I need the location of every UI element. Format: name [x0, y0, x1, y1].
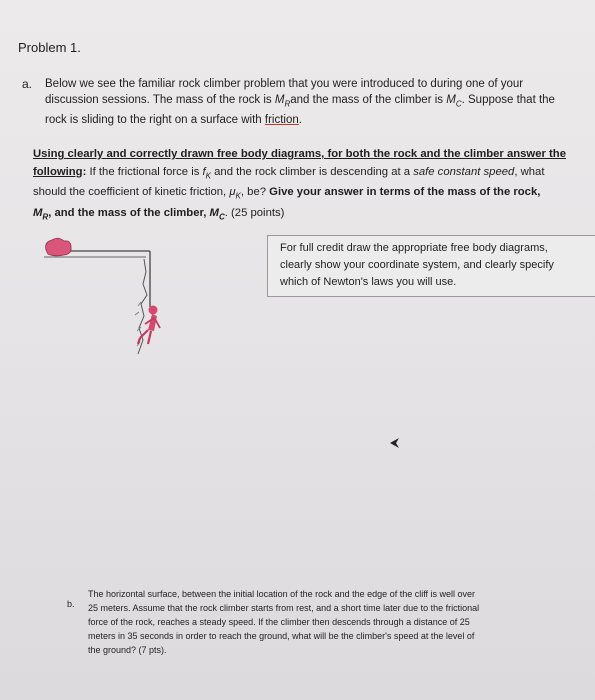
instructions-bold-2: , and the mass of the climber, — [48, 207, 210, 219]
part-a-text — [45, 76, 580, 128]
instructions-line-3 — [33, 184, 578, 205]
instructions-heading-end: following — [33, 165, 83, 178]
instructions-line-1 — [33, 146, 578, 164]
cursor-arrow-icon — [388, 436, 402, 450]
part-a-line-2-end: . Suppose that the — [461, 94, 555, 106]
instructions-colon: : — [82, 165, 87, 178]
instructions-t2: and the rock climber is descending at a — [210, 165, 414, 178]
mr-symbol: M — [33, 207, 43, 219]
instructions-bold-1: Give your answer in terms of the mass of the rock, — [269, 186, 541, 199]
part-a-line-2 — [45, 92, 580, 112]
part-b-line-1: The horizontal surface, between the initial location of the rock and the edge of the cliff is well over — [88, 589, 476, 599]
part-a-line-3-start: rock is sliding to the right on a surface with — [45, 114, 265, 127]
fk-sub: K — [205, 170, 211, 180]
part-b-line-3: force of the rock, reaches a steady speed. If the climber then descends through a distance of 25 — [88, 617, 470, 627]
part-a-line-2-mid: and the mass of the climber is — [290, 94, 447, 106]
instructions-t3: , what — [514, 165, 545, 178]
credit-box-text — [280, 240, 585, 291]
part-a-line-3-end: . — [298, 114, 302, 127]
instructions-line-4 — [33, 205, 578, 226]
instructions-heading: Using clearly and correctly drawn free body diagrams, for both the rock and the climber answer the — [33, 148, 566, 160]
part-a-marker: a. — [22, 77, 33, 91]
rock-icon — [46, 238, 72, 256]
part-b-line-5: the ground? (7 pts). — [88, 645, 167, 655]
part-b-text — [88, 587, 558, 657]
instructions — [33, 146, 578, 226]
problem-title: Problem 1. — [18, 40, 81, 55]
instructions-t1: If the frictional force is — [86, 165, 203, 178]
mc-sub: C — [218, 212, 225, 222]
mu-symbol: μ — [229, 186, 236, 199]
credit-line-2: clearly show your coordinate system, and clearly specify — [280, 259, 554, 271]
instructions-line-2 — [33, 164, 578, 185]
part-a-line-2-start: discussion sessions. The mass of the rock is — [45, 94, 275, 106]
rock-climber-illustration — [40, 232, 180, 362]
climber-icon — [138, 306, 160, 345]
mr-sub: R — [42, 212, 49, 222]
friction-word: friction — [264, 114, 299, 127]
fk-symbol: f — [202, 165, 206, 178]
mu-sub: K — [235, 191, 241, 201]
part-b-line-2: 25 meters. Assume that the rock climber starts from rest, and a short time later due to the frictional — [88, 603, 480, 613]
part-a-line-1: Below we see the familiar rock climber problem that you were introduced to during one of your — [45, 78, 524, 90]
instructions-t6: . (25 points) — [224, 207, 285, 219]
credit-line-3: which of Newton's laws you will use. — [280, 276, 457, 288]
mouse-cursor-icon — [388, 436, 402, 455]
part-b-marker: b. — [67, 599, 75, 609]
part-b-line-4: meters in 35 seconds in order to reach the ground, what will be the climber's speed at the level of — [88, 631, 475, 641]
mass-climber-sub: C — [455, 99, 462, 109]
mass-climber-symbol: M — [446, 94, 456, 106]
mass-rock-sub: R — [284, 99, 291, 109]
instructions-t4: should the coefficient of kinetic friction, — [33, 186, 230, 199]
mc-symbol: M — [209, 207, 219, 219]
part-a-line-3 — [45, 112, 580, 128]
rock-climber-figure — [40, 232, 180, 362]
instructions-t5: , be? — [240, 186, 270, 199]
credit-line-1: For full credit draw the appropriate free body diagrams, — [280, 242, 548, 254]
mass-rock-symbol: M — [274, 94, 285, 106]
safe-constant-speed: safe constant speed — [413, 165, 515, 178]
